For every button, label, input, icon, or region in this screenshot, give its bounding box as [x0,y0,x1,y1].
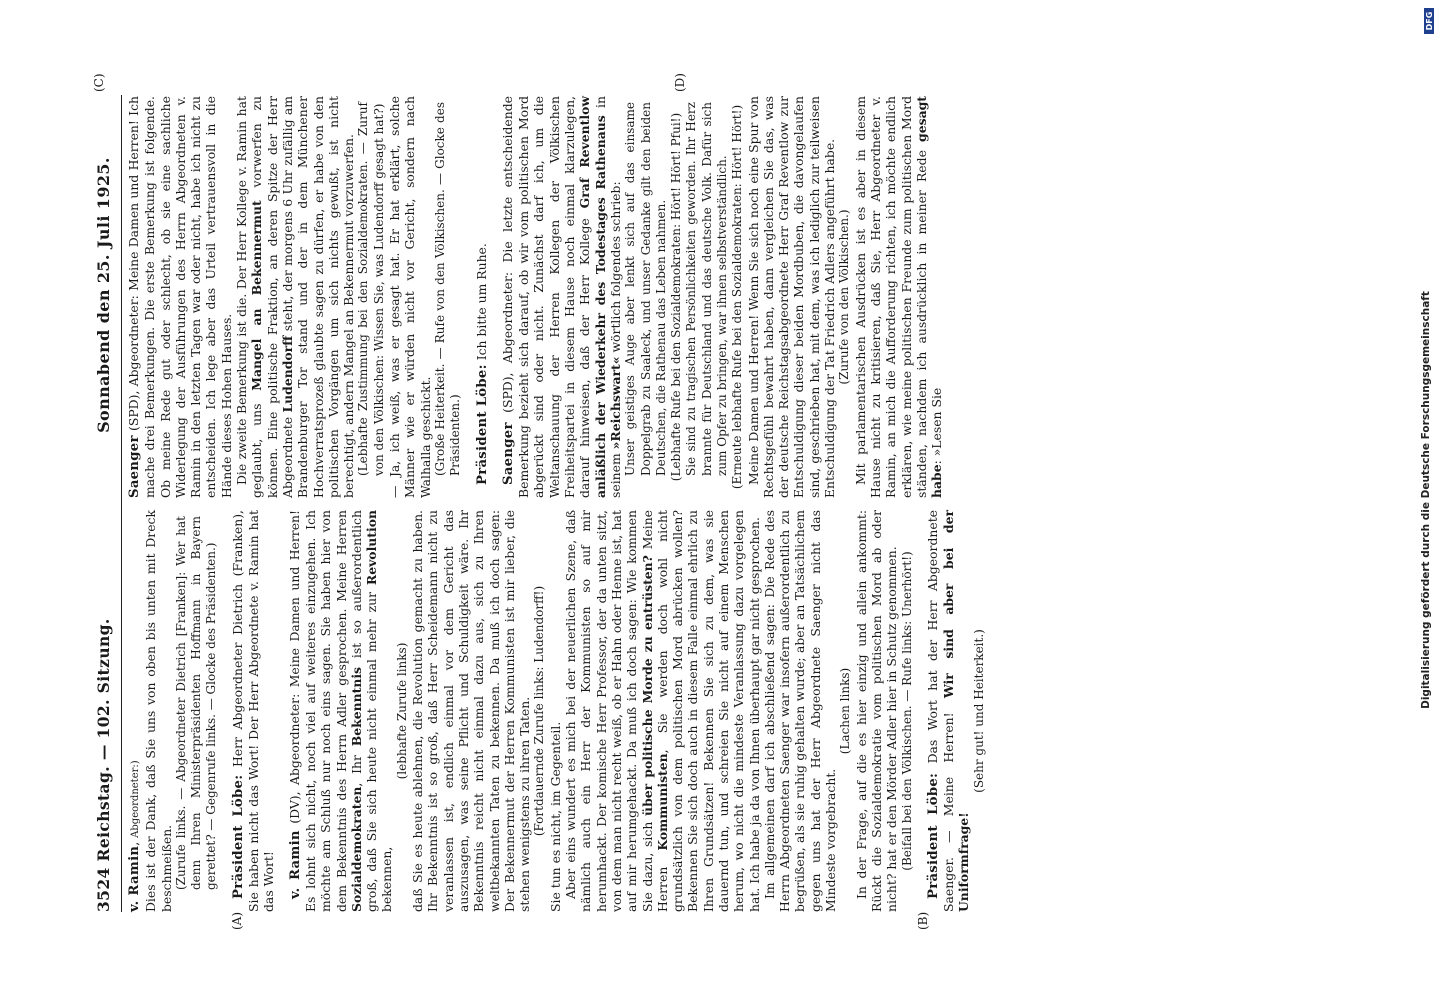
paragraph: Meine Damen und Herren! Wenn Sie sich noch eine Spur von Rechtsgefühl bewahrt haben, dann vergleichen Sie das, was der deutsche Reichstagsabgeordnete Herr Graf Reventlow zur Entschuldigung dieser beiden Mordbuben, die davongelaufen sind, geschrieben hat, mit dem, was ich lediglich zur teilweisen Entschuldigung der Tat Friedrich Adlers angeführt habe. [745,96,838,498]
paragraph: daß Sie es heute ablehnen, die Revolution gemacht zu haben. Ihr Bekenntnis ist so groß, daß Herr Scheidemann nicht zu veranlassen ist, endlich einmal vor dem Gericht das auszusagen, was seine Pflicht und Schuldigkeit wäre. Ihr Bekenntnis reicht nicht einmal dazu aus, sich zu Ihren weltbekannten Taten zu bekennen. Da muß ich doch sagen: Der Bekennermut der Herren Kommunisten ist mir lieber, die stehen wenigstens zu ihren Taten. [410,510,533,912]
paragraph: In der Frage, auf die es hier einzig und allein ankommt: Rückt die Sozialdemokratie vom politischen Mord ab oder nicht? hat er den Mörder Adler hier in Schutz genommen. [853,510,900,912]
emphasized-text: Revolution [364,510,380,586]
paragraph: Im allgemeinen darf ich abschließend sagen: Die Rede des Herrn Abgeordneten Saenger war insofern außerordentlich zu begrüßen, als sie ruhig gehalten wurde; aber an Tatsächlichem gegen uns hat der Herr Abgeordnete Saenger nicht das Mindeste vorgebracht. [761,510,839,912]
speaker-name: v. Ramin [127,845,142,912]
paragraph: Mit parlamentarischen Ausdrücken ist es aber in diesem Hause nicht zu kritisieren, daß Sie, Herr Abgeordneter v. Ramin, an mich die Aufforderung richten, ich möchte endlich erklären, wie meine politischen Freunde zum politischen Mord ständen, nachdem ich ausdrücklich in meiner Rede gesagt habe: »Lesen Sie [852,96,945,498]
margin-label-c: (C) [92,73,106,92]
emphasized-text: Sozialdemokraten [348,786,364,912]
paragraph: Präsident Löbe: Ich bitte um Ruhe. [473,243,490,485]
interjection: (Beifall bei den Völkischen. — Rufe links: Unerhört!) [899,551,914,871]
paragraph: Dies ist der Dank, daß Sie uns von oben bis unten mit Dreck beschmeißen. [143,510,174,912]
emphasized-text: Mangel an Bekennermut [249,200,265,391]
paragraph-gap [464,96,474,498]
interjection: (Erneute lebhafte Rufe bei den Sozialdemokraten: Hört! Hört!) [730,104,745,490]
paragraph-gap [915,510,925,912]
paragraph: Aber eins wundert es mich bei der neuerlichen Szene, daß nämlich auch ein Herr der Kommunisten so auf mir herumhackt. Der komische Herr Professor, der da unten sitzt, von dem man nicht recht weiß, ob er Hahn oder Henne ist, hat auf mir herumgehackt. Da muß ich doch sagen: Wie kommen Sie dazu, sich über politische Morde zu entrüsten? Meine Herren Kommunisten, Sie werden doch wohl nicht grundsätzlich von dem politischen Mord abrücken wollen? Bekennen Sie sich doch auch in diesem Falle einmal ehrlich zu Ihren Grundsätzen! Bekennen Sie sich zu dem, was sie dauernd tun, und schreien Sie nicht auf einem Menschen herum, wo nicht die mindeste Veranlassung dazu vorgelegen hat. Ich habe ja da von Ihnen überhaupt gar nicht gesprochen. [563,509,762,912]
paragraph: Saenger (SPD), Abgeordneter: Die letzte entscheidende Bemerkung bezieht sich darauf, ob wir vom politischen Mord abgerückt sind oder nicht. Zunächst darf ich, um die Weltanschauung der Herren Kollegen der Völkischen Freiheitspartei in diesem Hause noch einmal klarzulegen, darauf hinweisen, daß der Herr Kollege Graf Reventlow anläßlich der Wiederkehr des Todestages Rathenaus in seinem »Reichswart« wörtlich folgendes schrieb: [499,95,623,498]
paragraph-gap [277,510,287,912]
interjection: (Lachen links) [838,667,853,755]
speaker-name: Präsident Löbe: [230,774,246,899]
speaker-name: v. Ramin [287,830,303,899]
header-rule [121,95,122,912]
speaker-name: Präsident Löbe: [925,772,941,899]
emphasized-text: Ludendorff [279,335,295,413]
paragraph: Die zweite Bemerkung ist die. Der Herr Kollege v. Ramin hat geglaubt, uns Mangel an Bekennermut vorwerfen zu können. Eine politische Fraktion, an deren Spitze der Herr Abgeordnete Ludendorff steht, der morgens 6 Uhr zufällig am Brandenburger Tor stand und der in dem Münchener Hochverratsprozeß glaubte sagen zu dürfen, er habe von den politischen Vorgängen um sich nichts gewußt, ist nicht berechtigt, andern Mangel an Bekennermut vorzuwerfen. [234,95,357,498]
interjection: Unser geistiges Auge aber lenkt sich auf das einsame Doppelgrab zu Saaleck, und unser Gedanke gilt den beiden Deutschen, die Rathenau das Leben nahmen. [623,102,668,476]
paragraph: v. Ramin, Abgeordneter:) [126,760,142,912]
speaker-name: Saenger [500,422,516,485]
emphasized-text: gesagt habe [913,96,945,498]
speaker-role: Abgeordneter:) [130,760,141,838]
interjection: (Lebhafte Zustimmung bei den Sozialdemokraten. — Zuruf von den Völkischen: Wissen Sie, was Ludendorff gesagt hat?) [356,102,386,476]
interjection: (Zurufe links. — Abgeordneter Dietrich [Franken]: Wer hat denn Ihren Ministerpräsidenten Hoffmann in Bayern gerettet? — Gegenrufe links. — Glocke des Präsidenten.) [173,516,219,890]
paragraph: Sie tun es nicht, im Gegenteil. [547,721,563,912]
emphasized-text: über politische Morde zu entrüsten? [639,555,655,816]
interjection: (lebhafte Zurufe links) [394,642,409,780]
paragraph-gap [220,510,230,912]
interjection: (Sehr gut! und Heiterkeit.) [971,629,986,793]
speaker-name: Saenger [127,435,142,498]
header-date: Sonnabend den 25. Juli 1925. [94,157,113,433]
paragraph: Saenger (SPD), Abgeordneter: Meine Damen und Herren! Ich mache drei Bemerkungen. Die erste Bemerkung ist folgende. Ob meine Rede gut oder schlecht, ob sie eine sachliche Widerlegung der Ausführungen des Herrn Abgeordneten v. Ramin in den letzten Tagen war oder nicht, habe ich nicht zu entscheiden. Ich lege aber das Urteil vertrauensvoll in die Hände dieses Hohen Hauses. [126,96,234,498]
emphasized-text: »Reichswart« [607,356,623,450]
paragraph: — Ja, ich weiß, was er gesagt hat. Er hat erklärt, solche Männer wie er würden nicht vor Gericht, sondern nach Walhalla geschickt. [387,96,433,498]
interjection: Sie sind zu tragischen Persönlichkeiten geworden. Ihr Herz brannte für Deutschland und das deutsche Volk. Dafür sich zum Opfer zu bringen, war ihnen selbstverständlich. [684,102,729,476]
emphasized-text: Wir sind aber bei der Uniformfrage! [941,510,972,912]
left-column [126,510,987,912]
margin-label-d: (D) [673,73,687,92]
interjection: (Zurufe von den Völkischen.) [837,209,852,385]
interjection: (Fortdauernde Zurufe links: Ludendorff!) [532,585,547,837]
paragraph: Präsident Löbe: Das Wort hat der Herr Abgeordnete Saenger. — Meine Herren! Wir sind aber bei der Uniformfrage! [924,509,972,912]
margin-label-b: (B) [916,911,930,930]
right-column [126,96,944,498]
header-left: 3524 Reichstag. — 102. Sitzung. [94,618,113,912]
paragraph: Präsident Löbe: Herr Abgeordneter Dietrich (Franken), Sie haben nicht das Wort! Der Herr Abgeordnete v. Ramin hat das Wort! [229,510,277,912]
emphasized-text: Graf Reventlow anläßlich der Wiederkehr des Todestages Rathenaus [577,95,608,498]
interjection: (Lebhafte Rufe bei den Sozialdemokraten: Hört! Hört! Pfui!) [669,112,684,482]
paragraph-gap [490,96,500,498]
margin-label-a: (A) [230,911,244,930]
emphasized-text: Kommunisten [654,753,670,851]
dfg-logo [1424,8,1434,34]
interjection: (Große Heiterkeit. — Rufe von den Völkischen. — Glocke des Präsidenten.) [432,102,463,476]
digitization-note: Digitalisierung gefördert durch die Deutsche Forschungsgemeinschaft [1420,291,1432,709]
emphasized-text: Bekenntnis [348,666,364,747]
speaker-name: Präsident Löbe: [474,364,490,485]
dfg-logo-text: DFG [1425,11,1434,31]
paragraph: v. Ramin (DV), Abgeordneter: Meine Damen und Herren! Es lohnt sich nicht, noch viel auf weiteres einzugehen. Ich möchte am Schluß nur noch eins sagen. Sie haben hier von dem Bekenntnis des Herrn Adler gesprochen. Meine Herren Sozialdemokraten, Ihr Bekenntnis ist so außerordentlich groß, daß Sie sich heute nicht einmal mehr zur Revolution bekennen, [286,509,395,912]
